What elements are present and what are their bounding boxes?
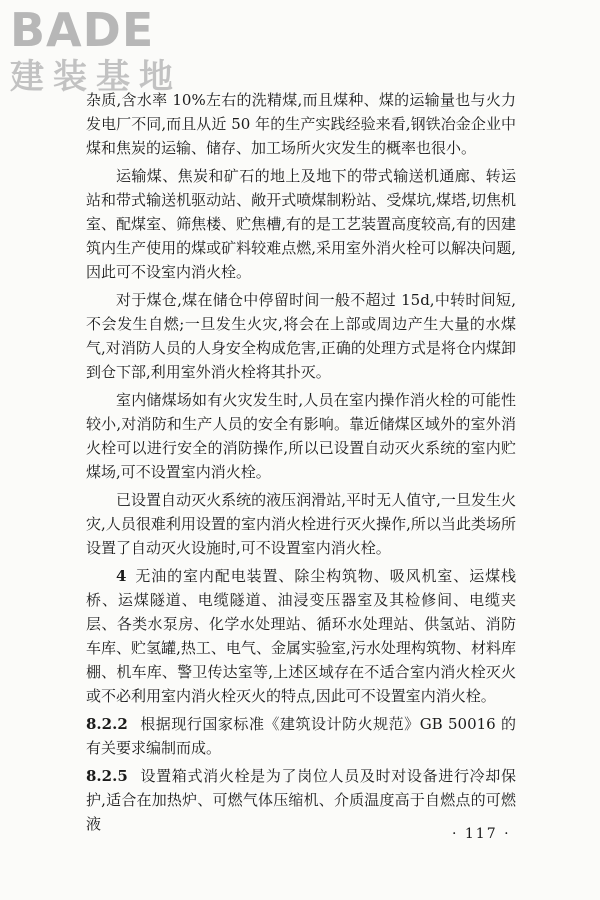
- paragraph-continuation: 杂质,含水率 10%左右的洗精煤,而且煤种、煤的运输量也与火力发电厂不同,而且从近 50 年的生产实践经验来看,钢铁冶金企业中煤和焦炭的运输、储存、加工场所火灾发生的概率也很小。: [86, 91, 516, 157]
- watermark-brand: BADE: [10, 3, 155, 57]
- section-8-2-2: [86, 712, 516, 760]
- item-4-text: 无油的室内配电装置、除尘构筑物、吸风机室、运煤栈桥、运煤隧道、电缆隧道、油浸变压器室及其检修间、电缆夹层、各类水泵房、化学水处理站、循环水处理站、供氢站、消防车库、贮氢罐,热工、电气、金属实验室,污水处理构筑物、材料库棚、机车库、警卫传达室等,上述区域存在不适合室内消火栓灭火或不必利用室内消火栓灭火的特点,因此可不设置室内消火栓。: [86, 567, 516, 705]
- page-body: [86, 88, 516, 836]
- section-8-2-5-text: 设置箱式消火栓是为了岗位人员及时对设备进行冷却保护,适合在加热炉、可燃气体压缩机、介质温度高于自燃点的可燃液: [86, 767, 516, 833]
- paragraph-hydraulic-station: 已设置自动灭火系统的液压润滑站,平时无人值守,一旦发生火灾,人员很难利用设置的室内消火栓进行灭火操作,所以当此类场所设置了自动灭火设施时,可不设置室内消火栓。: [86, 491, 516, 557]
- item-4: [86, 564, 516, 708]
- paragraph-conveyors: 运输煤、焦炭和矿石的地上及地下的带式输送机通廊、转运站和带式输送机驱动站、敞开式喷煤制粉站、受煤坑,煤塔,切焦机室、配煤室、筛焦楼、贮焦槽,有的是工艺装置高度较高,有的因建筑内生产使用的煤或矿料较难点燃,采用室外消火栓可以解决问题,因此可不设室内消火栓。: [86, 167, 516, 281]
- section-8-2-2-text: 根据现行国家标准《建筑设计防火规范》GB 50016 的有关要求编制而成。: [86, 715, 516, 757]
- watermark-subtitle: 建装基地: [10, 57, 182, 97]
- page-number: · 117 ·: [452, 826, 511, 842]
- section-8-2-2-number: 8.2.2: [86, 715, 128, 733]
- section-8-2-5-number: 8.2.5: [86, 767, 128, 785]
- item-4-number: 4: [116, 567, 127, 585]
- watermark-logo: [10, 3, 182, 97]
- paragraph-indoor-coal-yard: 室内储煤场如有火灾发生时,人员在室内操作消火栓的可能性较小,对消防和生产人员的安全有影响。靠近储煤区域外的室外消火栓可以进行安全的消防操作,所以已设置自动灭火系统的室内贮煤场,可不设置室内消火栓。: [86, 391, 516, 481]
- paragraph-coal-silo: 对于煤仓,煤在储仓中停留时间一般不超过 15d,中转时间短,不会发生自燃;一旦发生火灾,将会在上部或周边产生大量的水煤气,对消防人员的人身安全构成危害,正确的处理方式是将仓内煤卸到仓下部,利用室外消火栓将其扑灭。: [86, 291, 516, 381]
